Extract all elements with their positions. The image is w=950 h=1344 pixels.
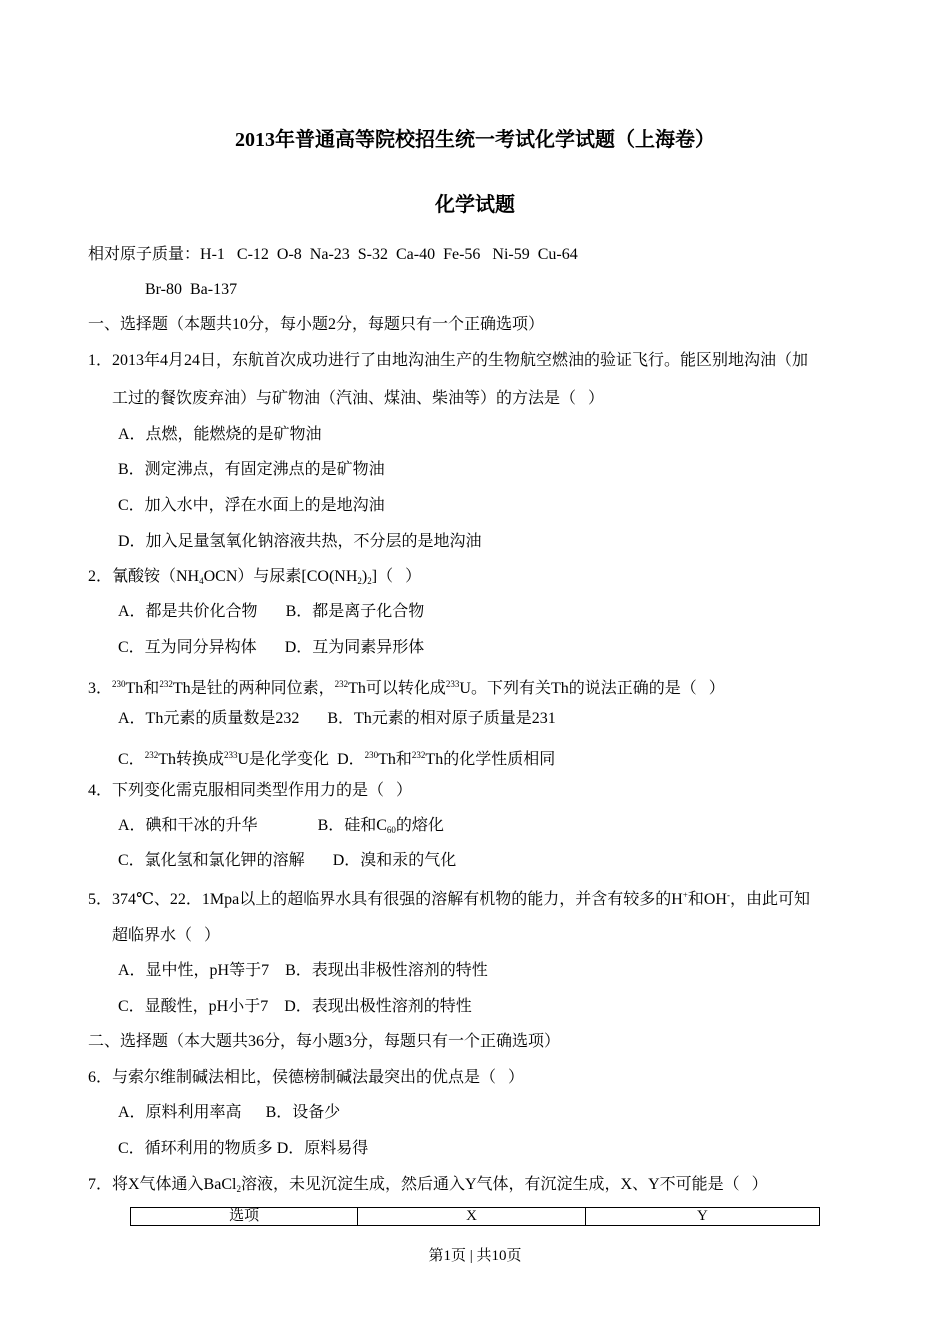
page-footer: 第1页 | 共10页 [428,1248,522,1264]
q5-option-c: C．显酸性，pH小于7 [118,998,269,1015]
q4-options-ab [118,816,444,840]
q1-stem: 1．2013年4月24日，东航首次成功进行了由地沟油生产的生物航空燃油的验证飞行。能区别地沟油（加 [88,352,809,369]
q2-options-cd [118,638,424,658]
table-header-x: X [358,1208,585,1226]
table-header-y: Y [585,1208,819,1226]
q5-options-cd [118,997,472,1017]
q1-option-c: C．加入水中，浮在水面上的是地沟油 [118,497,385,514]
q5-option-b: B．表现出非极性溶剂的特性 [285,962,488,979]
atomic-masses-values: H-1 C-12 O-8 Na-23 S-32 Ca-40 Fe-56 Ni-59 Cu-64 [200,246,578,263]
q7-table [130,1207,820,1226]
q5-option-a: A．显中性，pH等于7 [118,962,270,979]
table-header-row [131,1208,820,1226]
q6-options-cd [118,1139,368,1159]
section-2-heading: 二、选择题（本大题共36分，每小题3分，每题只有一个正确选项） [88,1033,561,1050]
q6-options-ab [118,1103,340,1123]
q7-stem: 7．将X气体通入BaCl$_2$溶液，未见沉淀生成，然后通入Y气体，有沉淀生成，X、Y不可能是（ ） [88,1176,768,1194]
q5-stem: 5．374℃、22．1Mpa以上的超临界水具有很强的溶解有机物的能力，并含有较多的H+和OH-，由此可知 [88,890,811,908]
q1-option-d: D．加入足量氢氧化钠溶液共热，不分层的是地沟油 [118,533,482,550]
q2-options-ab [118,602,424,622]
q5-option-d: D．表现出极性溶剂的特性 [284,998,472,1015]
q2-option-b: B．都是离子化合物 [285,603,425,620]
q2-option-a: A．都是共价化合物 [118,603,258,620]
q2-option-c: C．互为同分异构体 [118,639,257,656]
q4-option-c: C．氯化氢和氯化钾的溶解 [118,852,305,869]
q1-option-b: B．测定沸点，有固定沸点的是矿物油 [118,461,385,478]
q4-option-b: B．硅和$C_{60}$的熔化 [317,817,444,835]
q6-option-b: B．设备少 [265,1104,341,1121]
q3-options-ab [118,709,556,729]
q3-option-d: D．$^{230}$Th和$^{232}$Th的化学性质相同 [337,750,556,768]
q3-option-c: C．$^{232}$Th转换成$^{233}$U是化学变化 [118,750,330,768]
table-header-option: 选项 [131,1208,358,1226]
q3-option-a: A．Th元素的质量数是232 [118,710,300,727]
q5-stem-cont: 超临界水（ ） [112,927,221,944]
q3-options-cd [118,745,555,770]
q2-stem: 2．氰酸铵$(NH_4OCN)$与尿素$[CO(NH_2)_2]$（ ） [88,568,422,586]
q2-option-d: D．互为同素异形体 [284,639,425,656]
q1-stem-cont: 工过的餐饮废弃油）与矿物油（汽油、煤油、柴油等）的方法是（ ） [112,390,605,407]
q3-option-b: B．Th元素的相对原子质量是231 [327,710,556,727]
q5-options-ab [118,961,488,981]
atomic-masses-line1 [88,245,578,265]
q4-options-cd [118,851,456,871]
q4-stem: 4．下列变化需克服相同类型作用力的是（ ） [88,782,413,799]
q6-option-a: A．原料利用率高 [118,1104,242,1121]
atomic-masses-line2: Br-80 Ba-137 [145,281,238,298]
q6-stem: 6．与索尔维制碱法相比，侯德榜制碱法最突出的优点是（ ） [88,1069,525,1086]
atomic-masses-label: 相对原子质量： [88,246,201,263]
q4-option-a: A．碘和干冰的升华 [118,817,258,834]
q3-stem: 3．$^{230}$Th和$^{232}$Th是钍的两种同位素，$^{232}$Th可以转化成$^{233}$U。下列有关Th的说法正确的是（ ） [88,679,725,697]
section-1-heading: 一、选择题（本题共10分，每小题2分，每题只有一个正确选项） [88,316,545,333]
document-subtitle: 化学试题 [435,194,515,216]
q4-option-d: D．溴和汞的气化 [332,852,457,869]
q6-option-c: C．循环利用的物质多 [118,1140,273,1157]
document-title: 2013年普通高等院校招生统一考试化学试题（上海卷） [235,129,715,151]
q1-option-a: A．点燃，能燃烧的是矿物油 [118,426,322,443]
q6-option-d: D．原料易得 [276,1140,369,1157]
